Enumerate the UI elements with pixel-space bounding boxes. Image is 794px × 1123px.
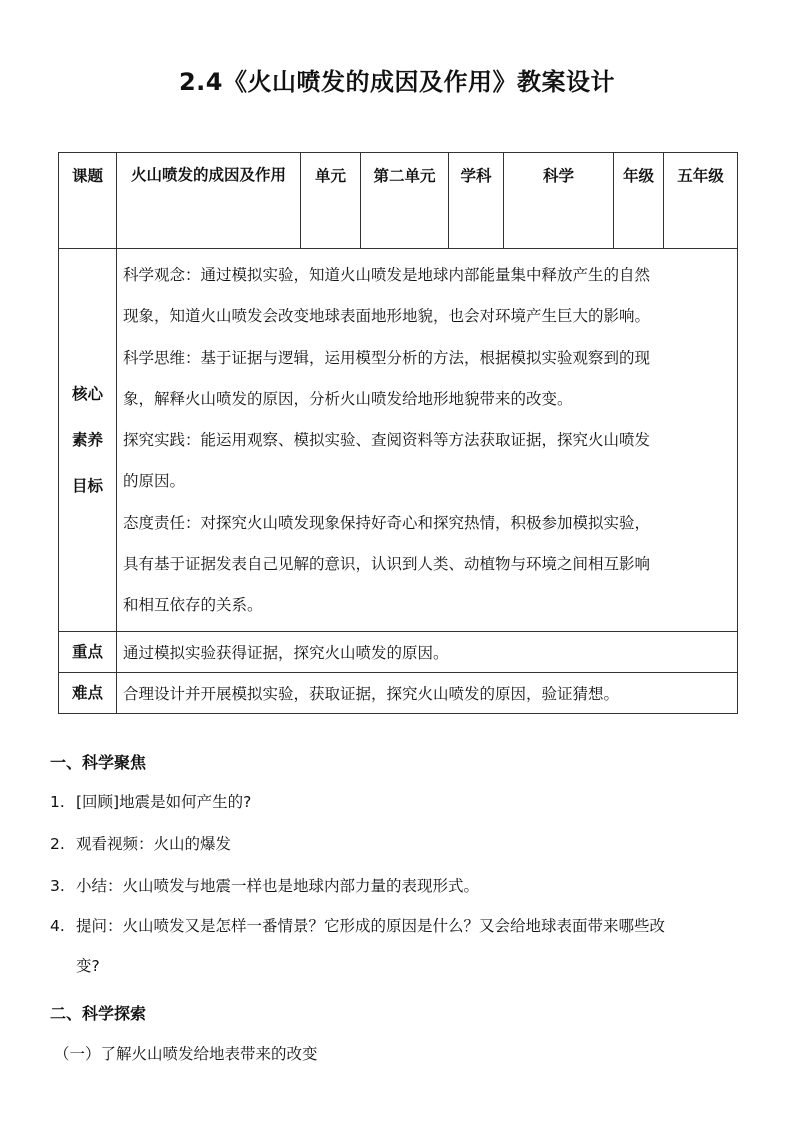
difficulty-value: 合理设计并开展模拟实验，获取证据，探究火山喷发的原因，验证猜想。 [117,672,738,713]
goals-label: 核心 素养 目标 [59,249,117,632]
goals-row [59,249,738,632]
subject-label: 学科 [449,153,504,249]
list-item: 3. 小结：火山喷发与地震一样也是地球内部力量的表现形式。 [50,877,480,895]
key-point-value: 通过模拟实验获得证据，探究火山喷发的原因。 [117,631,738,672]
section-heading: 二、科学探索 [50,1004,147,1023]
list-item: 2. 观看视频：火山的爆发 [50,835,232,853]
goal-line: 和相互依存的关系。 [123,596,263,615]
topic-label: 课题 [59,153,117,249]
difficulty-row [59,672,738,713]
topic-value: 火山喷发的成因及作用 [117,153,301,249]
goal-line: 科学思维：基于证据与逻辑，运用模型分析的方法，根据模拟实验观察到的现 [123,348,651,367]
table-header-row [59,153,738,249]
goal-line: 的原因。 [123,472,186,491]
key-point-row [59,631,738,672]
grade-value: 五年级 [664,153,738,249]
section-heading: 一、科学聚焦 [50,753,147,772]
goal-line: 具有基于证据发表自己见解的意识，认识到人类、动植物与环境之间相互影响 [123,555,651,574]
sub-heading: （一）了解火山喷发给地表带来的改变 [54,1045,318,1063]
goal-line: 态度责任：对探究火山喷发现象保持好奇心和探究热情，积极参加模拟实验， [123,513,651,532]
page-title: 2.4《火山喷发的成因及作用》教案设计 [178,68,615,96]
unit-label: 单元 [301,153,361,249]
goal-line: 象，解释火山喷发的原因，分析火山喷发给地形地貌带来的改变。 [123,389,573,408]
subject-value: 科学 [504,153,614,249]
goal-line: 科学观念：通过模拟实验，知道火山喷发是地球内部能量集中释放产生的自然 [123,266,651,284]
difficulty-label: 难点 [59,672,117,713]
goal-line: 探究实践：能运用观察、模拟实验、查阅资料等方法获取证据，探究火山喷发 [123,431,651,450]
goals-content [117,249,738,632]
grade-label: 年级 [614,153,664,249]
goal-line: 现象，知道火山喷发会改变地球表面地形地貌，也会对环境产生巨大的影响。 [123,307,651,326]
unit-value: 第二单元 [361,153,449,249]
lesson-info-table [58,152,738,714]
list-item: 4. 提问：火山喷发又是怎样一番情景？它形成的原因是什么？又会给地球表面带来哪些改 变? [50,906,750,986]
list-item: 1. [回顾]地震是如何产生的? [50,793,252,811]
key-point-label: 重点 [59,631,117,672]
list-item-continuation: 变? [76,957,100,975]
